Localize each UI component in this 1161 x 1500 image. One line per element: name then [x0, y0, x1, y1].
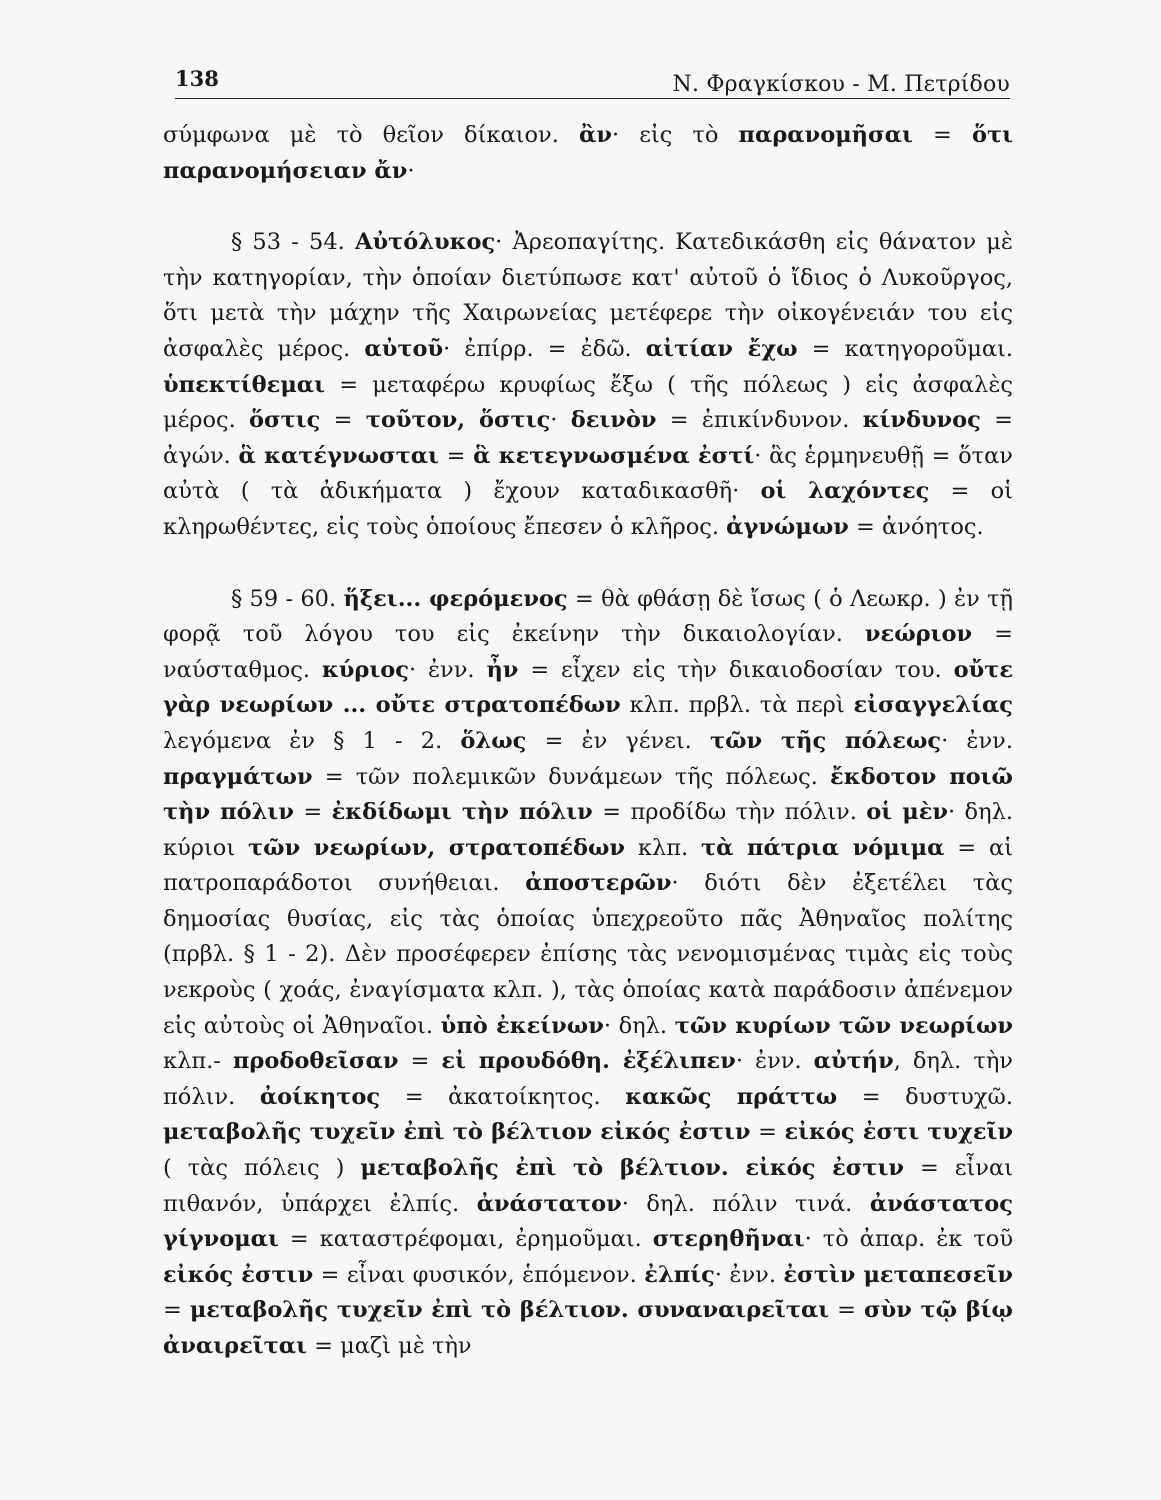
lemma-term: ὅλως	[460, 727, 527, 754]
lemma-term: ὅστις	[249, 407, 321, 434]
gloss-text: κλπ.-	[163, 1048, 233, 1075]
lemma-term: τὰ πάτρια νόμιμα	[701, 834, 945, 861]
gloss-text: · ἐνν.	[408, 656, 487, 683]
gloss-text: = αἱ πατροπαράδοτοι συνήθειαι.	[163, 834, 1013, 897]
lemma-term: ἃ κατέγνωσται	[238, 442, 439, 469]
gloss-text: · δηλ. πόλιν τινά.	[621, 1190, 870, 1217]
gloss-text: · δηλ. κύριοι	[163, 799, 1013, 861]
gloss-text: =	[438, 442, 474, 469]
lemma-term: ἐλπίς	[644, 1261, 715, 1288]
lemma-term: εἰσαγγελίας	[853, 692, 1014, 719]
lemma-term: μεταβολῆς ἐπὶ τὸ βέλτιον. εἰκός ἐστιν	[360, 1155, 905, 1182]
lemma-term: αὐτοῦ	[364, 335, 444, 362]
gloss-text: =	[398, 1048, 442, 1075]
gloss-text: § 59 - 60.	[231, 585, 344, 612]
gloss-text: =	[320, 407, 366, 434]
lemma-term: εἰ προυδόθη. ἐξέλιπεν	[441, 1048, 736, 1075]
lemma-term: ἀοίκητος	[259, 1083, 381, 1110]
lemma-term: οὔτε γὰρ νεωρίων ... οὔτε στρατοπέδων	[163, 656, 1013, 719]
gloss-text: σύμφωνα μὲ τὸ θεῖον δίκαιον.	[163, 122, 579, 148]
gloss-text: ·	[407, 157, 415, 184]
gloss-text: · διότι δὲν ἐξετέλει τὰς δημοσίας θυσίας, εἰς τὰς ὁποίας ὑπεχρεοῦτο πᾶς Ἀθηναῖος πολίτης (πρβλ. § 1 - 2). Δὲν προσέφερεν ἐπίσης τὰς νενομισμένας τιμὰς εἰς τοὺς νεκροὺς ( χοάς, ἐναγίσματα κλπ. ), τὰς ὁποίας κατὰ παράδοσιν ἀπένεμον εἰς αὐτοὺς οἱ Ἀθηναῖοι.	[163, 870, 1013, 1039]
gloss-text: = εἶναι φυσικόν, ἑπόμενον.	[313, 1261, 645, 1288]
lemma-term: ἔκδοτον ποιῶ τὴν πόλιν	[163, 763, 1013, 826]
lemma-term: πραγμάτων	[163, 763, 313, 790]
gloss-text: =	[829, 1297, 865, 1324]
gloss-text: = δυστυχῶ.	[837, 1083, 1013, 1110]
gloss-text: κλπ.	[625, 834, 702, 861]
lemma-term: δεινὸν	[570, 407, 657, 434]
lemma-term: εἰκός ἐστιν	[163, 1261, 314, 1288]
lemma-term: στερηθῆναι	[652, 1226, 805, 1253]
lemma-term: εἰκός ἐστι τυχεῖν	[784, 1119, 1014, 1146]
gloss-text: = εἶναι πιθανόν, ὑπάρχει ἐλπίς.	[163, 1155, 1013, 1217]
lemma-term: προδοθεῖσαν	[232, 1048, 399, 1075]
lemma-term: ἐκδίδωμι τὴν πόλιν	[331, 799, 593, 826]
gloss-text: = ἐν γένει.	[526, 727, 710, 754]
gloss-text: = καταστρέφομαι, ἐρημοῦμαι.	[278, 1226, 653, 1253]
paragraph-2	[163, 225, 1013, 545]
lemma-term: ἐστὶν μεταπεσεῖν	[783, 1261, 1013, 1288]
gloss-text: =	[750, 1119, 785, 1146]
lemma-term: παρανομῆσαι	[738, 122, 913, 148]
gloss-text: κλπ. πρβλ. τὰ περὶ	[620, 692, 854, 719]
gloss-text: · ἐπίρρ. = ἐδῶ.	[443, 335, 646, 362]
lemma-term: ἀνάστατον	[476, 1190, 622, 1217]
gloss-text: · εἰς τὸ	[611, 122, 739, 148]
gloss-text: · δηλ.	[603, 1012, 675, 1039]
lemma-term: Αὐτόλυκος	[354, 229, 496, 256]
lemma-term: ὅτι παρανομήσειαν ἄν	[163, 122, 1013, 184]
lemma-term: τῶν νεωρίων, στρατοπέδων	[248, 834, 626, 861]
paragraph-3	[163, 582, 1013, 1365]
gloss-text: λεγόμενα ἐν § 1 - 2.	[163, 727, 461, 754]
lemma-term: οἱ λαχόντες	[760, 478, 930, 505]
lemma-term: ὑπὸ ἐκείνων	[440, 1012, 604, 1039]
gloss-text: · ἐνν.	[735, 1048, 814, 1075]
lemma-term: τοῦτον, ὅστις	[365, 407, 551, 434]
gloss-text: = εἶχεν εἰς τὴν δικαιοδοσίαν του.	[518, 656, 954, 683]
gloss-text: ( τὰς πόλεις )	[163, 1155, 361, 1182]
lemma-term: κίνδυνος	[862, 407, 981, 434]
lemma-term: αὐτήν	[813, 1048, 894, 1075]
paragraph-1	[163, 118, 1013, 189]
lemma-term: τῶν κυρίων τῶν νεωρίων	[674, 1012, 1013, 1039]
paragraph-gap	[163, 546, 1013, 582]
lemma-term: μεταβολῆς τυχεῖν ἐπὶ τὸ βέλτιον. συναναιρεῖται	[189, 1297, 830, 1324]
gloss-text: =	[163, 1297, 190, 1324]
lemma-term: ἀγνώμων	[726, 513, 849, 540]
gloss-text: · ἐνν.	[714, 1261, 784, 1288]
lemma-term: αἰτίαν ἔχω	[645, 335, 798, 362]
lemma-term: ἂν	[579, 122, 612, 148]
page-body	[163, 118, 1013, 1365]
lemma-term: ἥξει... φερόμενος	[343, 585, 568, 612]
gloss-text: =	[912, 122, 972, 148]
gloss-text: · τὸ ἀπαρ. ἐκ τοῦ	[804, 1226, 1013, 1253]
gloss-text: = οἱ κληρωθέντες, εἰς τοὺς ὁποίους ἔπεσεν ὁ κλῆρος.	[163, 478, 1013, 540]
gloss-text: ·	[550, 407, 571, 434]
gloss-text: = ναύσταθμος.	[163, 621, 1013, 683]
gloss-text: = ἐπικίνδυνον.	[656, 407, 863, 434]
gloss-text: = μαζὶ μὲ τὴν	[307, 1333, 472, 1359]
running-title: Ν. Φραγκίσκου - Μ. Πετρίδου	[672, 72, 1010, 97]
gloss-text: § 53 - 54.	[231, 229, 355, 256]
lemma-term: ἀποστερῶν	[525, 870, 672, 897]
lemma-term: σὺν τῷ βίῳ ἀναιρεῖται	[163, 1297, 1013, 1359]
lemma-term: μεταβολῆς τυχεῖν ἐπὶ τὸ βέλτιον εἰκός ἐστιν	[163, 1119, 751, 1146]
gloss-text: = τῶν πολεμικῶν δυνάμεων τῆς πόλεως.	[312, 763, 831, 790]
gloss-text: = προδίδω τὴν πόλιν.	[592, 799, 867, 826]
lemma-term: ἃ κετεγνωσμένα ἐστί	[473, 442, 755, 469]
page-number: 138	[175, 66, 219, 91]
gloss-text: · Ἀρεοπαγίτης. Κατεδικάσθη εἰς θάνατον μὲ τὴν κατηγορίαν, τὴν ὁποίαν διετύπωσε κατ' αὐτοῦ ὁ ἴδιος ὁ Λυκοῦργος, ὅτι μετὰ τὴν μάχην τῆς Χαιρωνείας μετέφερε τὴν οἰκογένειάν του εἰς ἀσφαλὲς μέρος.	[163, 229, 1014, 362]
paragraph-gap	[163, 189, 1013, 225]
gloss-text: = ἀκατοίκητος.	[380, 1083, 626, 1110]
gloss-text: = κατηγοροῦμαι.	[797, 335, 1014, 362]
gloss-text: = ἀγών.	[163, 407, 1013, 469]
lemma-term: ἦν	[486, 656, 519, 683]
lemma-term: κακῶς πράττω	[625, 1083, 838, 1110]
gloss-text: = ἀνόητος.	[848, 513, 984, 540]
gloss-text: · ἐνν.	[941, 727, 1013, 754]
gloss-text: = θὰ φθάσῃ δὲ ἴσως ( ὁ Λεωκρ. ) ἐν τῇ φορᾷ τοῦ λόγου του εἰς ἐκείνην τὴν δικαιολογίαν.	[163, 585, 1014, 648]
gloss-text: , δηλ. τὴν πόλιν.	[163, 1048, 1013, 1110]
lemma-term: ἀνάστατος γίγνομαι	[163, 1190, 1013, 1253]
page-header	[175, 62, 1010, 99]
lemma-term: νεώριον	[864, 621, 973, 648]
lemma-term: οἱ μὲν	[866, 799, 949, 826]
gloss-text: =	[293, 799, 332, 826]
lemma-term: τῶν τῆς πόλεως	[709, 727, 942, 754]
gloss-text: · ἃς ἑρμηνευθῇ = ὅταν αὐτὰ ( τὰ ἀδικήματα ) ἔχουν καταδικασθῆ·	[163, 442, 1013, 505]
lemma-term: ὑπεκτίθεμαι	[163, 371, 326, 398]
gloss-text: = μεταφέρω κρυφίως ἔξω ( τῆς πόλεως ) εἰς ἀσφαλὲς μέρος.	[163, 371, 1013, 434]
lemma-term: κύριος	[321, 656, 409, 683]
